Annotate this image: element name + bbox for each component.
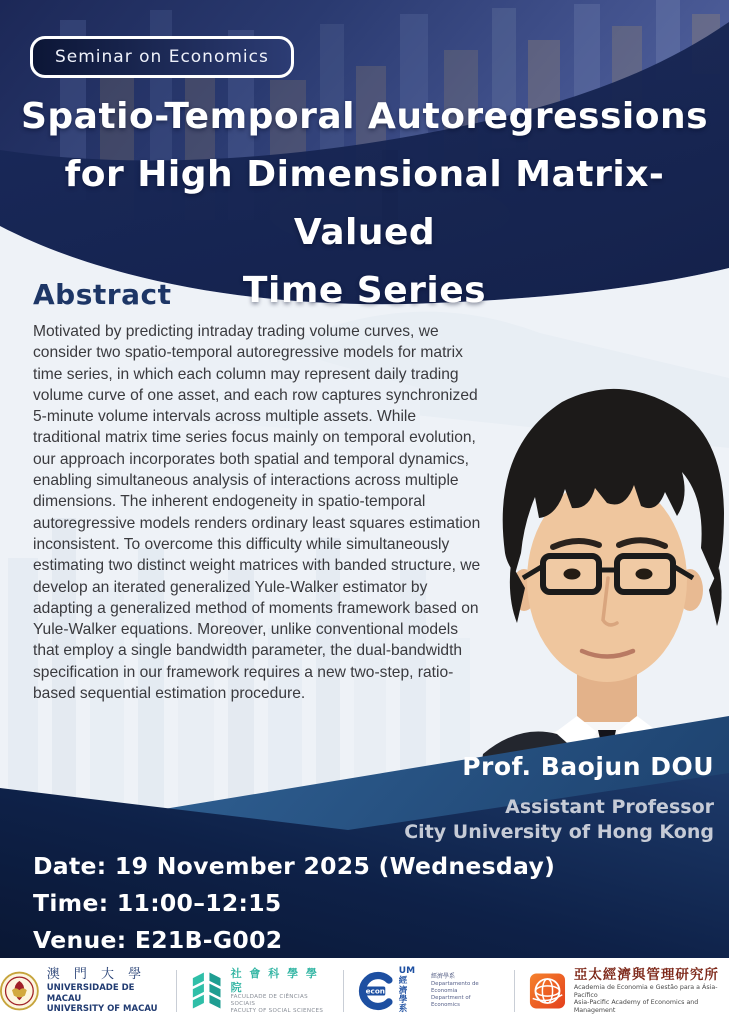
fss-name-pt: FACULDADE DE CIÊNCIAS SOCIAIS (230, 994, 308, 1008)
um-name-en: UNIVERSITY OF MACAU (46, 1004, 158, 1015)
footer-divider (176, 970, 177, 1012)
speaker-block (404, 752, 714, 843)
econ-dept-pt: Departamento de Economia (431, 980, 479, 994)
econ-cn-line2: 學系 (398, 994, 408, 1015)
um-logo-group (0, 967, 162, 1015)
apaem-name-pt: Academia de Economia e Gestão para a Ásia-Pacífico (573, 983, 718, 999)
econ-dept-en: Department of Economics (431, 994, 471, 1008)
fss-logo-group (191, 967, 329, 1015)
event-details (33, 848, 555, 959)
apaem-globe-icon (529, 971, 566, 1011)
title-line-2: for High Dimensional Matrix-Valued (64, 154, 665, 253)
title-line-1: Spatio-Temporal Autoregressions (20, 96, 709, 137)
econ-um-label: UM (398, 966, 416, 977)
event-time: Time: 11:00–12:15 (33, 889, 282, 917)
um-seal-icon (0, 970, 39, 1012)
um-name-cn: 澳 門 大 學 (46, 966, 147, 982)
um-name-pt: UNIVERSIDADE DE MACAU (46, 983, 135, 1004)
title-line-3: Time Series (242, 270, 487, 311)
abstract-heading: Abstract (33, 278, 172, 311)
fss-name-en: FACULTY OF SOCIAL SCIENCES (230, 1008, 324, 1015)
apaem-logo-group (529, 967, 729, 1015)
econ-dept-cn: 經濟學系 (431, 973, 456, 981)
fss-name-cn: 社 會 科 學 學 院 (230, 966, 319, 994)
footer-divider (343, 970, 344, 1012)
speaker-title: Assistant Professor (505, 796, 714, 818)
econ-logo-group (358, 967, 500, 1014)
apaem-name-cn: 亞太經濟與管理研究所 (573, 966, 719, 983)
seminar-series-badge: Seminar on Economics (30, 36, 294, 78)
speaker-name: Prof. Baojun DOU (462, 752, 714, 781)
event-date: Date: 19 November 2025 (Wednesday) (33, 852, 556, 880)
fss-mark-icon (191, 971, 222, 1011)
econ-cn-line1: 經濟 (398, 976, 408, 996)
speaker-affiliation: City University of Hong Kong (404, 821, 714, 843)
svg-text:econ: econ (365, 986, 386, 996)
footer-logos (0, 958, 729, 1024)
econ-c-icon (358, 971, 394, 1011)
event-venue: Venue: E21B-G002 (33, 926, 283, 954)
footer-divider (514, 970, 515, 1012)
apaem-name-en: Asia-Pacific Academy of Economics and Management (573, 999, 699, 1015)
abstract-text: Motivated by predicting intraday trading volume curves, we consider two spatio-temporal autoregressive models for matrix time series, in which each column may represent daily trading volume curve of one asset, and each row captures synchronized 5-minute volume intervals across multiple assets. While traditional matrix time series focus mainly on temporal evolution, our approach incorporates both spatial and temporal dynamics, enabling simultaneous analysis of interactions across multiple dimensions. The inherent endogeneity in spatio-temporal autoregressive models renders ordinary least squares estimation inconsistent. To overcome this difficulty while simultaneously estimating two distinct weight matrices with banded structure, we develop an iterated generalized Yule-Walker estimator by adapting a generalized method of moments framework based on Yule-Walker equations. Moreover, unlike conventional models that employ a single bandwidth parameter, the dual-bandwidth specification in our framework requires a new two-step, ratio-based sequential estimation procedure. (33, 323, 481, 703)
